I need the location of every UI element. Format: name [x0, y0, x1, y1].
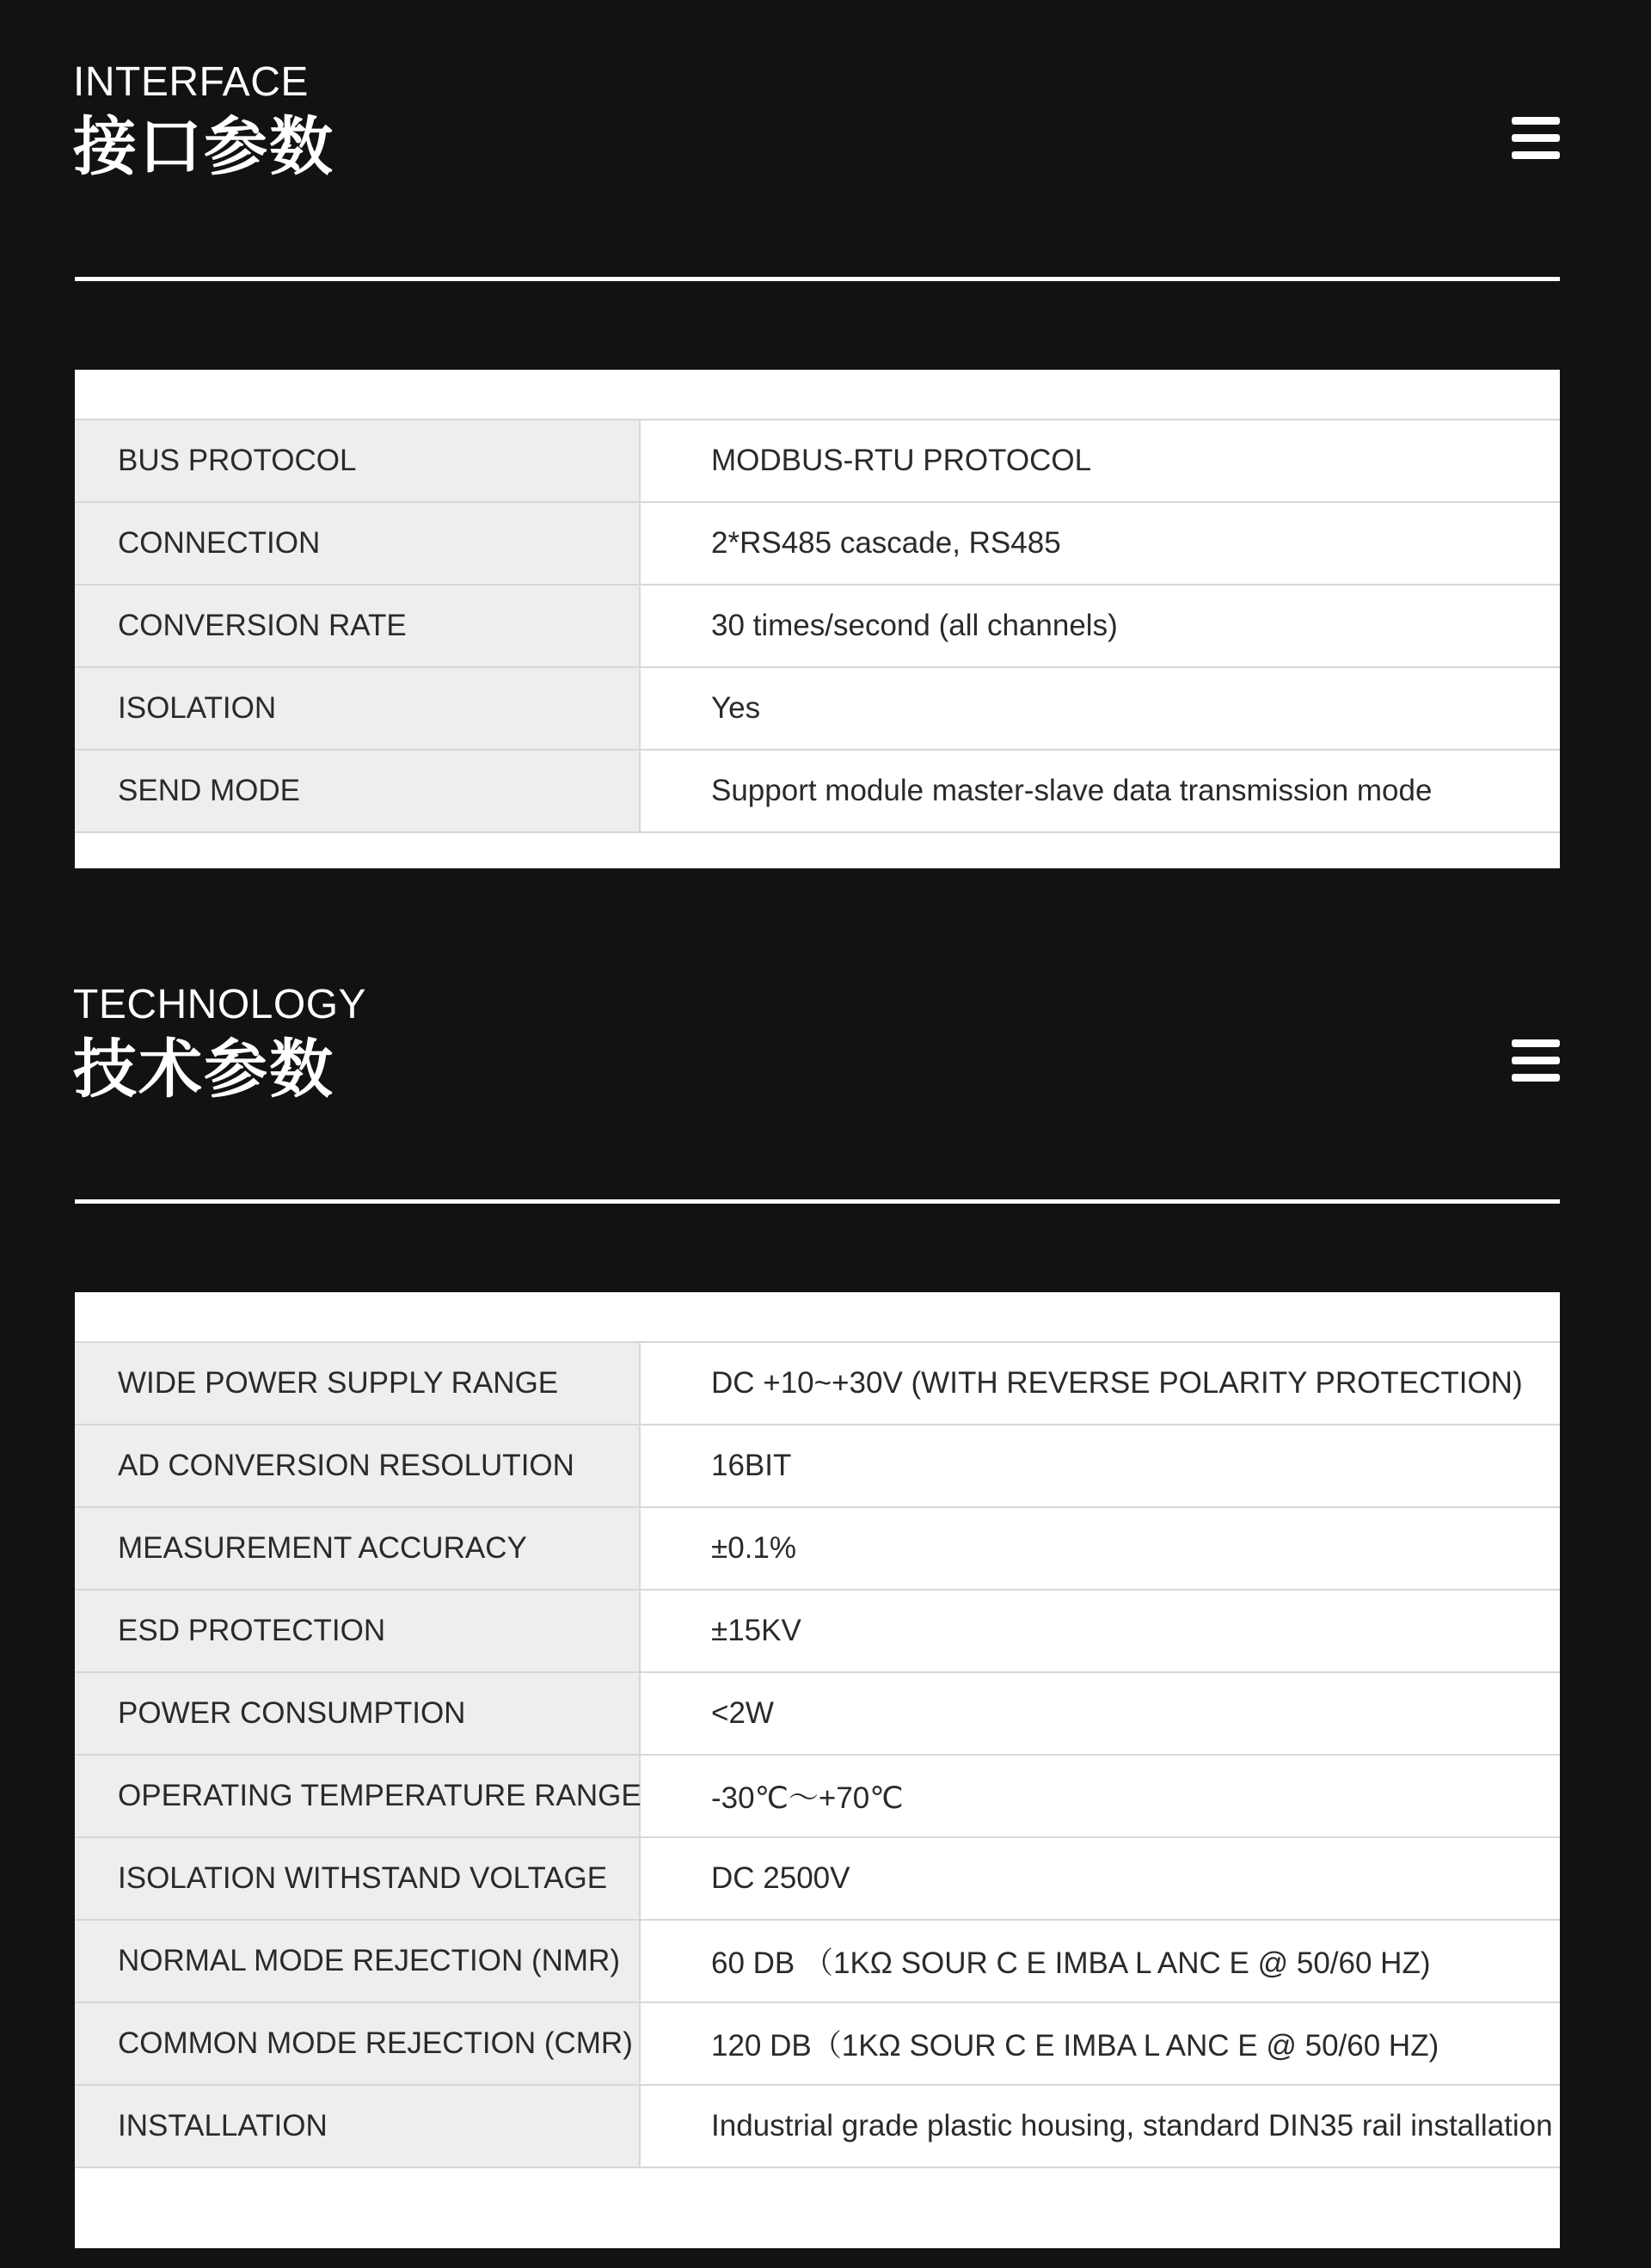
table-row	[75, 2084, 1560, 2168]
spec-value: DC +10~+30V (WITH REVERSE POLARITY PROTECTION)	[711, 1366, 1523, 1400]
section-title-en: TECHNOLOGY	[73, 982, 367, 1027]
table-row	[75, 749, 1560, 833]
spec-label: ESD PROTECTION	[75, 1591, 641, 1671]
spec-label: OPERATING TEMPERATURE RANGE	[75, 1756, 641, 1836]
spec-value: ±0.1%	[711, 1531, 796, 1565]
menu-icon[interactable]	[1512, 117, 1560, 160]
menu-icon-bar	[1512, 1074, 1560, 1082]
menu-icon-bar	[1512, 1057, 1560, 1064]
menu-icon-bar	[1512, 117, 1560, 125]
table-row	[75, 1424, 1560, 1506]
spec-value: Industrial grade plastic housing, standard DIN35 rail installation	[711, 2109, 1553, 2142]
table-row	[75, 584, 1560, 666]
spec-value: 16BIT	[711, 1449, 792, 1482]
section-title-cn: 技术参数	[73, 1033, 334, 1106]
spec-label: CONNECTION	[75, 503, 641, 584]
spec-label: NORMAL MODE REJECTION (NMR)	[75, 1921, 641, 2001]
table-row	[75, 1506, 1560, 1589]
spec-label: ISOLATION	[75, 668, 641, 749]
menu-icon-bar	[1512, 1039, 1560, 1047]
spec-label: POWER CONSUMPTION	[75, 1673, 641, 1754]
spec-value: <2W	[711, 1696, 774, 1730]
table-row	[75, 1589, 1560, 1671]
section-divider	[75, 277, 1560, 281]
spec-label: ISOLATION WITHSTAND VOLTAGE	[75, 1838, 641, 1919]
table-row	[75, 2001, 1560, 2084]
spec-value: 120 DB（1KΩ SOUR C E IMBA L ANC E @ 50/60 HZ)	[711, 2029, 1439, 2063]
table-row	[75, 1341, 1560, 1424]
table-row	[75, 501, 1560, 584]
spec-value: 2*RS485 cascade, RS485	[711, 526, 1061, 560]
table-row	[75, 1671, 1560, 1754]
table-row	[75, 1836, 1560, 1919]
spec-label: COMMON MODE REJECTION (CMR)	[75, 2003, 641, 2084]
spec-value: DC 2500V	[711, 1861, 850, 1895]
section-divider	[75, 1199, 1560, 1204]
table-row	[75, 1754, 1560, 1836]
spec-label: AD CONVERSION RESOLUTION	[75, 1425, 641, 1506]
menu-icon-bar	[1512, 134, 1560, 142]
menu-icon[interactable]	[1512, 1039, 1560, 1082]
interface-spec-table	[75, 370, 1560, 868]
table-row	[75, 419, 1560, 501]
spec-label: SEND MODE	[75, 751, 641, 831]
section-title-cn: 接口参数	[73, 110, 334, 184]
table-row	[75, 1919, 1560, 2001]
technology-spec-table	[75, 1292, 1560, 2248]
spec-label: INSTALLATION	[75, 2086, 641, 2167]
spec-label: MEASUREMENT ACCURACY	[75, 1508, 641, 1589]
spec-label: WIDE POWER SUPPLY RANGE	[75, 1343, 641, 1424]
spec-value: 60 DB （1KΩ SOUR C E IMBA L ANC E @ 50/60 HZ)	[711, 1946, 1431, 1980]
spec-value: ±15KV	[711, 1614, 801, 1647]
spec-value: Support module master-slave data transmission mode	[711, 774, 1433, 807]
spec-label: CONVERSION RATE	[75, 585, 641, 666]
spec-value: -30℃～+70℃	[711, 1781, 904, 1815]
menu-icon-bar	[1512, 151, 1560, 159]
spec-label: BUS PROTOCOL	[75, 420, 641, 501]
table-row	[75, 666, 1560, 749]
section-title-en: INTERFACE	[73, 59, 309, 105]
spec-value: Yes	[711, 691, 761, 725]
spec-value: 30 times/second (all channels)	[711, 609, 1118, 642]
spec-value: MODBUS-RTU PROTOCOL	[711, 444, 1092, 477]
